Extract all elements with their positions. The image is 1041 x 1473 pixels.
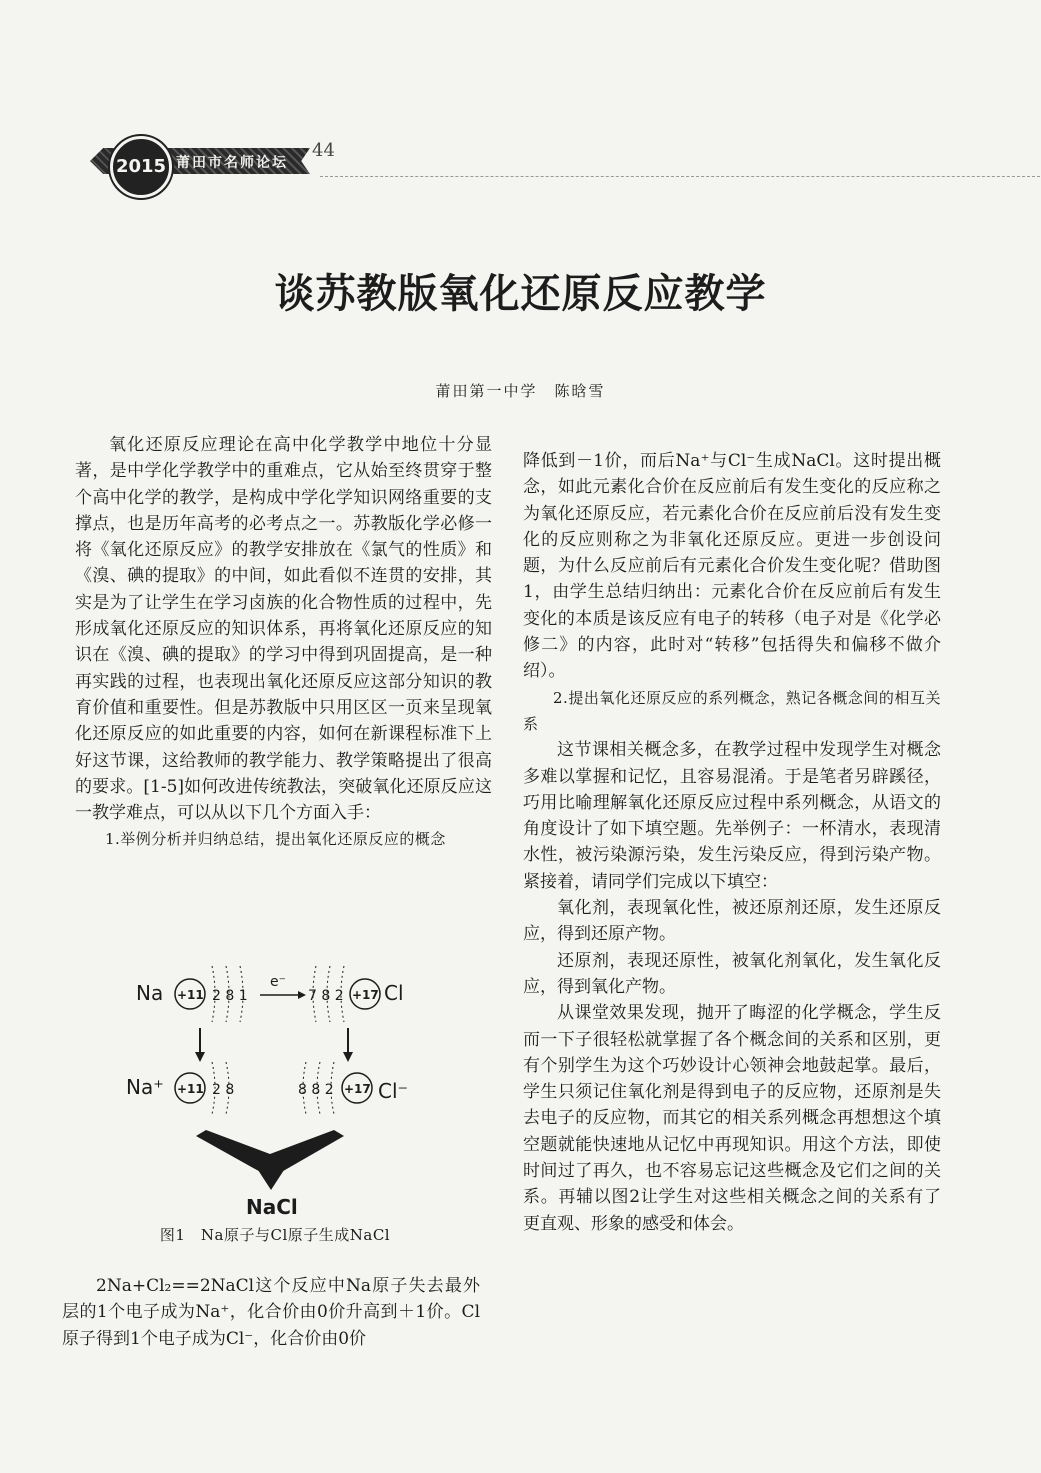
cl-nucleus-label: +17 [352, 988, 379, 1002]
right-paragraph-1: 降低到－1价，而后Na⁺与Cl⁻生成NaCl。这时提出概念，如此元素化合价在反应前后有发生变化的反应称之为氧化还原反应，若元素化合价在反应前后没有发生变化的反应则称之为非氧化还原反应。更进一步创设问题，为什么反应前后有元素化合价发生变化呢？借助图1，由学生总结归纳出：元素化合价在反应前后有发生变化的本质是该反应有电子的转移（电子对是《化学必修二》的内容，此时对“转移”包括得失和偏移不做介绍）。 [523, 451, 941, 682]
intro-paragraph: 氧化还原反应理论在高中化学教学中地位十分显著，是中学化学教学中的重难点，它从始至终贯穿于整个高中化学的教学，是构成中学化学知识网络重要的支撑点，也是历年高考的必考点之一。苏教版化学必修一将《氧化还原反应》的教学安排放在《氯气的性质》和《溴、碘的提取》的中间，如此看似不连贯的安排，其实是为了让学生在学习卤族的化合物性质的过程中，先形成氧化还原反应的知识体系，再将氧化还原反应的知识在《溴、碘的提取》的学习中得到巩固提高，是一种再实践的过程，也表现出氧化还原反应这部分知识的教育价值和重要性。但是苏教版中只用区区一页来呈现氧化还原反应的如此重要的内容，如何在新课程标准下上好这节课，这给教师的教学能力、教学策略提出了很高的要求。[1-5]如何改进传统教法，突破氧化还原反应这一教学难点，可以从以下几个方面入手： [75, 435, 492, 824]
header-rule [320, 176, 1040, 177]
product-label: NaCl [246, 1195, 298, 1218]
cl-down-arrowhead [343, 1052, 353, 1062]
na-shells: 2 8 1 [212, 988, 248, 1004]
cl-shells: 7 8 2 [308, 988, 344, 1004]
electron-label: e⁻ [270, 974, 287, 990]
year-badge: 2015 [110, 136, 172, 198]
article-title: 谈苏教版氧化还原反应教学 [274, 270, 767, 317]
right-paragraph-4: 还原剂，表现还原性，被氧化剂氧化，发生氧化反应，得到氧化产物。 [523, 950, 941, 997]
section-heading-1: 1.举例分析并归纳总结，提出氧化还原反应的概念 [105, 830, 446, 849]
journal-header [80, 118, 1040, 188]
right-paragraph-2: 这节课相关概念多，在教学过程中发现学生对概念多难以掌握和记忆，且容易混淆。于是笔者另辟蹊径，巧用比喻理解氧化还原反应过程中系列概念，从语文的角度设计了如下填空题。先举例子：一杯清水，表现清水性，被污染源污染，发生污染反应，得到污染产物。紧接着，请同学们完成以下填空： [523, 740, 941, 892]
na-ion-nucleus-label: +11 [177, 1082, 204, 1096]
cl-ion-nucleus-label: +17 [344, 1082, 371, 1096]
merge-arrow [196, 1130, 344, 1174]
left-column [75, 432, 492, 853]
cl-label: Cl [384, 981, 404, 1005]
na-nucleus-label: +11 [177, 988, 204, 1002]
cl-ion-shells: 8 8 2 [298, 1082, 334, 1098]
journal-name: 莆田市名师论坛 [176, 155, 288, 171]
na-label: Na [136, 981, 164, 1005]
merge-arrowhead [258, 1170, 284, 1190]
equation-paragraph: 2Na+Cl₂==2NaCl这个反应中Na原子失去最外层的1个电子成为Na⁺，化合价由0价升高到＋1价。Cl原子得到1个电子成为Cl⁻，化合价由0价 [62, 1276, 480, 1349]
right-column [523, 448, 941, 1237]
na-ion-label: Na⁺ [126, 1075, 164, 1099]
right-paragraph-3: 氧化剂，表现氧化性，被还原剂还原，发生还原反应，得到还原产物。 [523, 898, 941, 945]
author-byline: 莆田第一中学 陈晗雪 [435, 382, 606, 400]
na-down-arrowhead [195, 1052, 205, 1062]
figure-1 [120, 958, 450, 1218]
section-heading-2: 2.提出氧化还原反应的系列概念，熟记各概念间的相互关系 [523, 688, 941, 733]
right-paragraph-5: 从课堂效果发现，抛开了晦涩的化学概念，学生反而一下子很轻松就掌握了各个概念间的关系和区别，更有个别学生为这个巧妙设计心领神会地鼓起掌。最后，学生只须记住氧化剂是得到电子的反应物，还原剂是失去电子的反应物，而其它的相关系列概念再想想这个填空题就能快速地从记忆中再现知识。用这个方法，即使时间过了再久，也不容易忘记这些概念及它们之间的关系。再辅以图2让学生对这些相关概念之间的关系有了更直观、形象的感受和体会。 [523, 1003, 941, 1234]
page-number: 44 [312, 140, 335, 161]
electron-arrowhead [298, 991, 306, 999]
cl-ion-label: Cl⁻ [378, 1079, 409, 1103]
na-ion-shells: 2 8 [212, 1082, 235, 1098]
figure-caption: 图1 Na原子与Cl原子生成NaCl [159, 1226, 391, 1244]
atom-diagram [120, 958, 450, 1218]
left-column-bottom [62, 1273, 480, 1352]
